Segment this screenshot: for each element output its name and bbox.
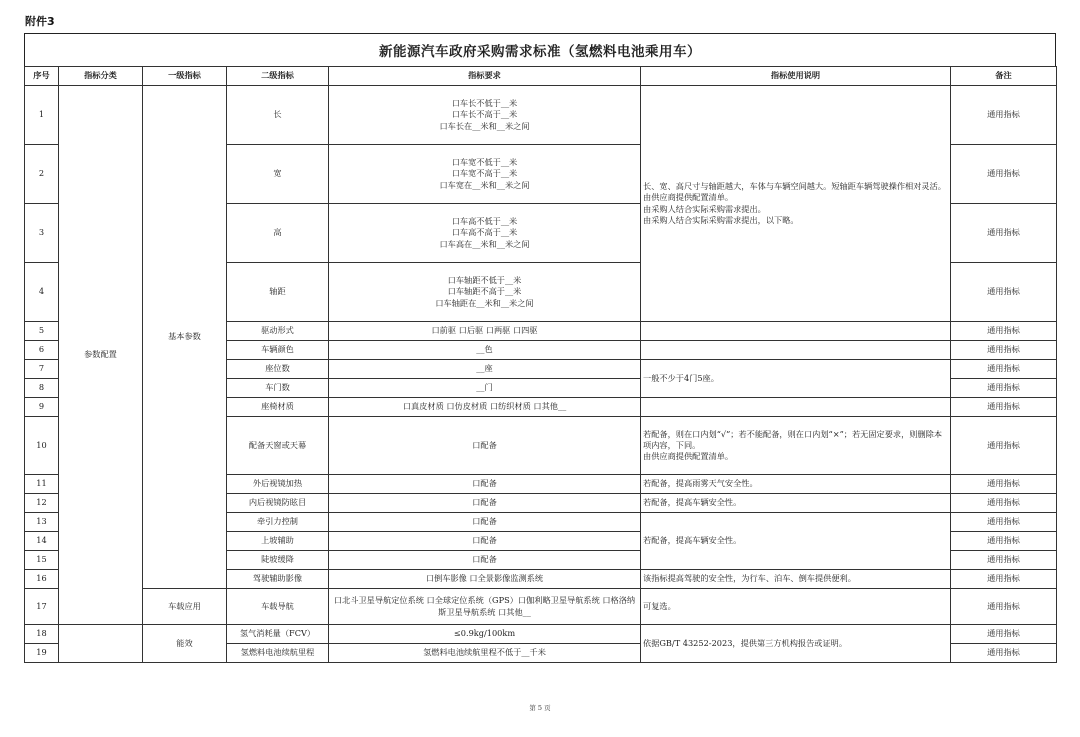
requirement-cell: ≤0.9kg/100km [329,625,641,644]
requirement-cell: 口北斗卫星导航定位系统 口全球定位系统（GPS）口伽利略卫星导航系统 口格洛纳斯卫星导航系统 口其他__ [329,589,641,625]
requirement-cell: 口倒车影像 口全景影像监测系统 [329,570,641,589]
requirement-cell: __座 [329,360,641,379]
remark-cell: 通用指标 [951,322,1057,341]
level1-cell: 车载应用 [143,589,227,625]
usage-note-cell [641,398,951,417]
usage-note-cell: 若配备，提高车辆安全性。 [641,494,951,513]
level2-cell: 上坡辅助 [227,532,329,551]
requirement-cell: 口前驱 口后驱 口两驱 口四驱 [329,322,641,341]
usage-note-cell [641,341,951,360]
usage-note-cell: 一般不少于4门5座。 [641,360,951,398]
row-number: 9 [25,398,59,417]
level1-cell: 能效 [143,625,227,663]
level2-cell: 驾驶辅助影像 [227,570,329,589]
level2-cell: 车门数 [227,379,329,398]
usage-note-cell: 若配备，提高雨雾天气安全性。 [641,475,951,494]
table-row [25,589,1057,625]
row-number: 13 [25,513,59,532]
row-number: 7 [25,360,59,379]
level2-cell: 长 [227,86,329,145]
header-seq: 序号 [25,67,59,86]
requirement-cell: 口车宽不低于__米 口车宽不高于__米 口车宽在__米和__米之间 [329,145,641,204]
requirement-cell: 口配备 [329,551,641,570]
usage-note-cell: 长、宽、高尺寸与轴距越大，车体与车辆空间越大。短轴距车辆驾驶操作相对灵活。 由供应商提供配置清单。 由采购人结合实际采购需求提出。 由采购人结合实际采购需求提出，以下略。 [641,86,951,322]
row-number: 8 [25,379,59,398]
header-usage-note: 指标使用说明 [641,67,951,86]
remark-cell: 通用指标 [951,379,1057,398]
standard-sheet [24,33,1056,663]
level2-cell: 座位数 [227,360,329,379]
remark-cell: 通用指标 [951,570,1057,589]
requirement-cell: 口车长不低于__米 口车长不高于__米 口车长在__米和__米之间 [329,86,641,145]
usage-note-cell: 可复选。 [641,589,951,625]
requirement-cell: __门 [329,379,641,398]
remark-cell: 通用指标 [951,86,1057,145]
requirement-cell: 氢燃料电池续航里程不低于__千米 [329,644,641,663]
level2-cell: 轴距 [227,263,329,322]
row-number: 10 [25,417,59,475]
level2-cell: 配备天窗或天幕 [227,417,329,475]
document-title: 新能源汽车政府采购需求标准（氢燃料电池乘用车） [24,33,1056,66]
header-requirement: 指标要求 [329,67,641,86]
remark-cell: 通用指标 [951,513,1057,532]
requirement-cell: __色 [329,341,641,360]
requirement-cell: 口配备 [329,532,641,551]
usage-note-cell: 若配备，则在口内划“√”；若不能配备，则在口内划“×”；若无固定要求，则删除本项内容，下同。 由供应商提供配置清单。 [641,417,951,475]
remark-cell: 通用指标 [951,532,1057,551]
usage-note-cell: 依据GB/T 43252-2023，提供第三方机构报告或证明。 [641,625,951,663]
remark-cell: 通用指标 [951,360,1057,379]
remark-cell: 通用指标 [951,263,1057,322]
row-number: 4 [25,263,59,322]
level2-cell: 车辆颜色 [227,341,329,360]
row-number: 15 [25,551,59,570]
row-number: 17 [25,589,59,625]
row-number: 19 [25,644,59,663]
table-row [25,625,1057,644]
category-cell [59,625,143,663]
remark-cell: 通用指标 [951,551,1057,570]
level2-cell: 氢气消耗量（FCV） [227,625,329,644]
remark-cell: 通用指标 [951,398,1057,417]
remark-cell: 通用指标 [951,494,1057,513]
table-row [25,86,1057,145]
requirement-cell: 口车高不低于__米 口车高不高于__米 口车高在__米和__米之间 [329,204,641,263]
header-level1: 一级指标 [143,67,227,86]
level2-cell: 宽 [227,145,329,204]
row-number: 5 [25,322,59,341]
row-number: 14 [25,532,59,551]
row-number: 1 [25,86,59,145]
remark-cell: 通用指标 [951,417,1057,475]
level2-cell: 高 [227,204,329,263]
usage-note-cell [641,322,951,341]
level2-cell: 外后视镜加热 [227,475,329,494]
requirement-cell: 口配备 [329,494,641,513]
remark-cell: 通用指标 [951,644,1057,663]
level2-cell: 氢燃料电池续航里程 [227,644,329,663]
standards-table [24,66,1057,663]
row-number: 3 [25,204,59,263]
level2-cell: 车载导航 [227,589,329,625]
requirement-cell: 口配备 [329,475,641,494]
category-cell: 参数配置 [59,86,143,625]
remark-cell: 通用指标 [951,145,1057,204]
header-category: 指标分类 [59,67,143,86]
remark-cell: 通用指标 [951,204,1057,263]
level1-cell: 基本参数 [143,86,227,589]
level2-cell: 陡坡缓降 [227,551,329,570]
requirement-cell: 口配备 [329,417,641,475]
remark-cell: 通用指标 [951,475,1057,494]
usage-note-cell: 若配备，提高车辆安全性。 [641,513,951,570]
header-level2: 二级指标 [227,67,329,86]
row-number: 12 [25,494,59,513]
table-header-row [25,67,1057,86]
requirement-cell: 口车轴距不低于__米 口车轴距不高于__米 口车轴距在__米和__米之间 [329,263,641,322]
level2-cell: 牵引力控制 [227,513,329,532]
attachment-label: 附件3 [25,15,55,28]
level2-cell: 座椅材质 [227,398,329,417]
remark-cell: 通用指标 [951,589,1057,625]
row-number: 18 [25,625,59,644]
level2-cell: 驱动形式 [227,322,329,341]
row-number: 16 [25,570,59,589]
remark-cell: 通用指标 [951,625,1057,644]
header-remark: 备注 [951,67,1057,86]
remark-cell: 通用指标 [951,341,1057,360]
usage-note-cell: 该指标提高驾驶的安全性，为行车、泊车、倒车提供便利。 [641,570,951,589]
row-number: 6 [25,341,59,360]
page-number: 第 5 页 [529,704,551,712]
requirement-cell: 口真皮材质 口仿皮材质 口纺织材质 口其他__ [329,398,641,417]
row-number: 11 [25,475,59,494]
row-number: 2 [25,145,59,204]
level2-cell: 内后视镜防眩目 [227,494,329,513]
requirement-cell: 口配备 [329,513,641,532]
